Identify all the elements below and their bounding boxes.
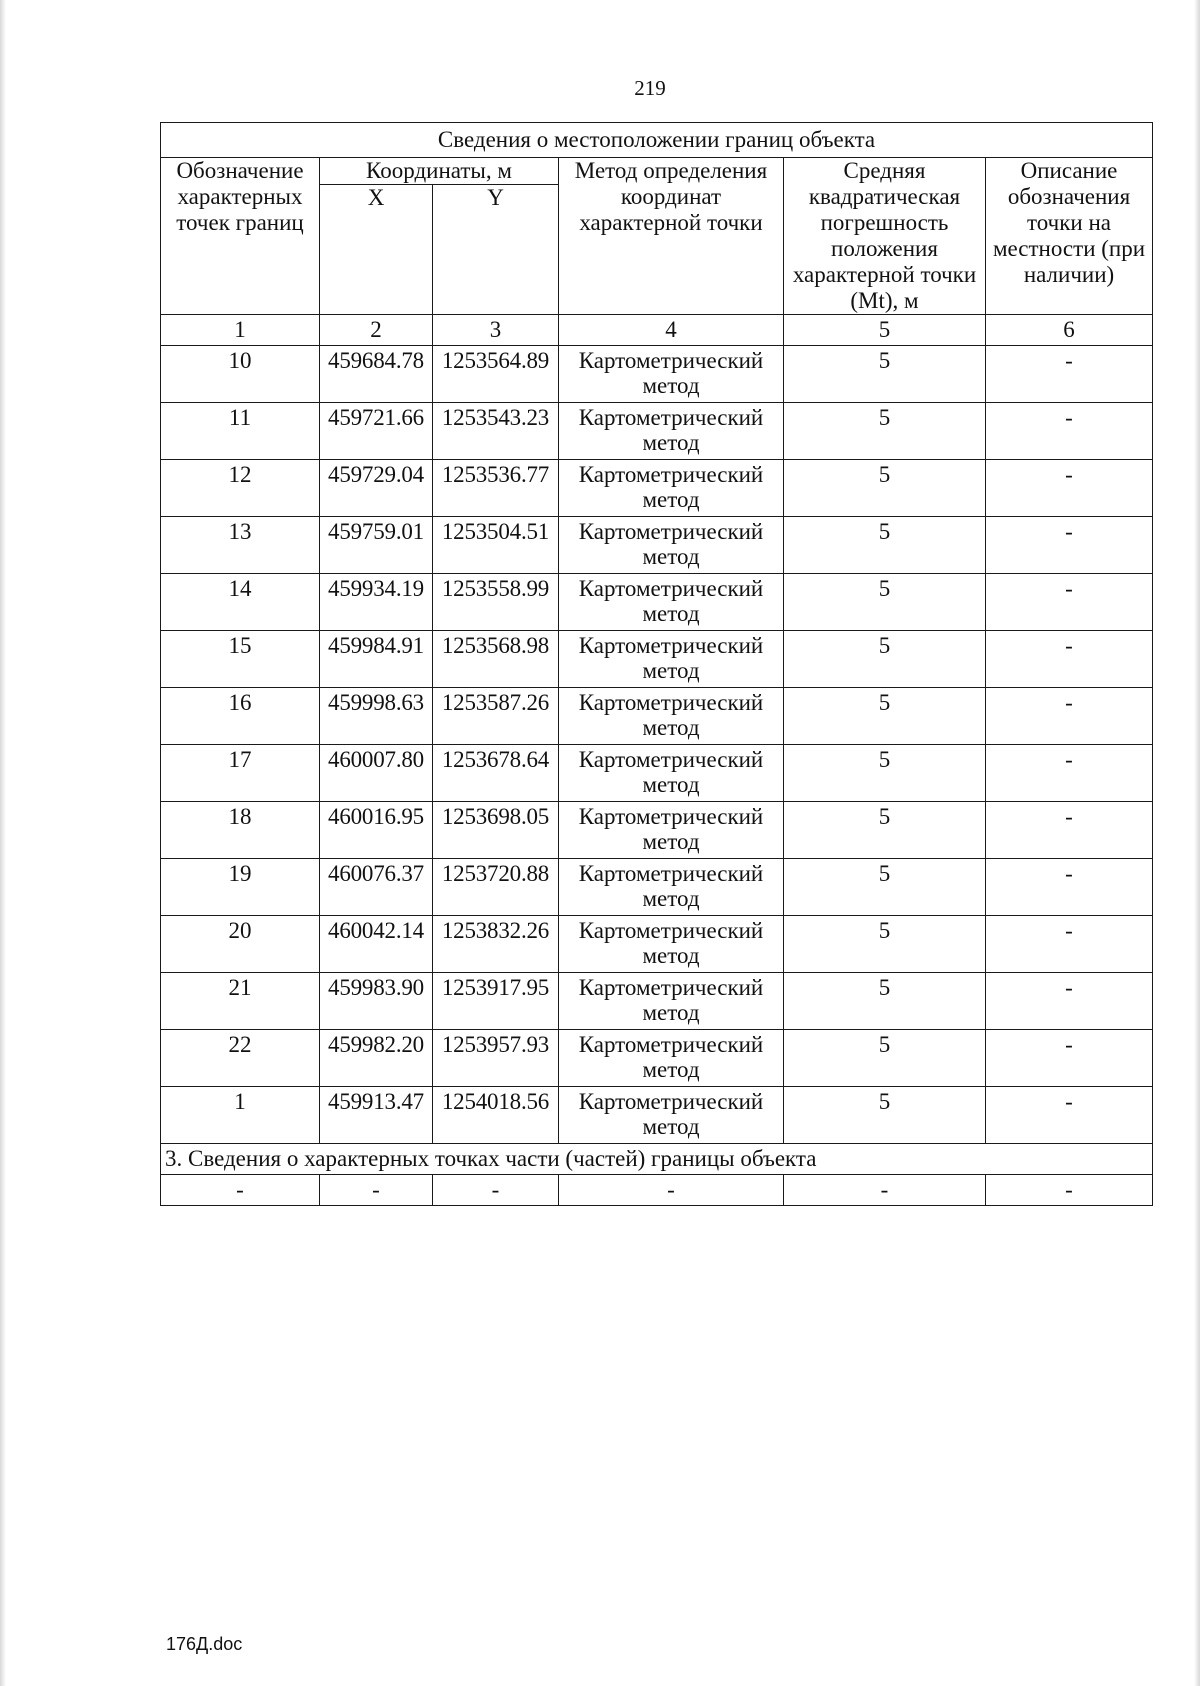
method-cell: Картометрический метод [559, 460, 784, 517]
error-cell: 5 [784, 460, 986, 517]
y-coordinate-cell: 1253720.88 [433, 859, 559, 916]
column-number-row [161, 315, 1153, 346]
column-number: 6 [986, 315, 1153, 346]
column-number: 2 [320, 315, 433, 346]
y-coordinate-cell: 1253504.51 [433, 517, 559, 574]
table-row [161, 346, 1153, 403]
header-row-1 [161, 158, 1153, 185]
method-cell: Картометрический метод [559, 1087, 784, 1144]
error-cell: 5 [784, 916, 986, 973]
x-coordinate-cell: 459983.90 [320, 973, 433, 1030]
y-coordinate-cell: 1253698.05 [433, 802, 559, 859]
error-cell: 5 [784, 517, 986, 574]
y-coordinate-cell: 1253832.26 [433, 916, 559, 973]
y-coordinate-cell: 1253564.89 [433, 346, 559, 403]
table-row [161, 574, 1153, 631]
point-cell: 17 [161, 745, 320, 802]
error-cell: 5 [784, 574, 986, 631]
table-row [161, 1087, 1153, 1144]
y-coordinate-cell: 1253587.26 [433, 688, 559, 745]
point-cell: 11 [161, 403, 320, 460]
table-row [161, 973, 1153, 1030]
table-row [161, 517, 1153, 574]
error-cell: 5 [784, 973, 986, 1030]
description-cell: - [986, 1087, 1153, 1144]
header-x: X [320, 185, 433, 315]
description-cell: - [986, 517, 1153, 574]
error-cell: 5 [784, 346, 986, 403]
point-cell: 16 [161, 688, 320, 745]
empty-cell: - [559, 1175, 784, 1206]
point-cell: 20 [161, 916, 320, 973]
method-cell: Картометрический метод [559, 916, 784, 973]
description-cell: - [986, 688, 1153, 745]
point-cell: 15 [161, 631, 320, 688]
y-coordinate-cell: 1253678.64 [433, 745, 559, 802]
description-cell: - [986, 802, 1153, 859]
description-cell: - [986, 460, 1153, 517]
error-cell: 5 [784, 802, 986, 859]
y-coordinate-cell: 1253543.23 [433, 403, 559, 460]
method-cell: Картометрический метод [559, 688, 784, 745]
error-cell: 5 [784, 745, 986, 802]
point-cell: 22 [161, 1030, 320, 1087]
point-cell: 12 [161, 460, 320, 517]
header-y: Y [433, 185, 559, 315]
x-coordinate-cell: 460016.95 [320, 802, 433, 859]
error-cell: 5 [784, 403, 986, 460]
table-row [161, 745, 1153, 802]
x-coordinate-cell: 459684.78 [320, 346, 433, 403]
point-cell: 14 [161, 574, 320, 631]
x-coordinate-cell: 460076.37 [320, 859, 433, 916]
point-cell: 10 [161, 346, 320, 403]
method-cell: Картометрический метод [559, 973, 784, 1030]
x-coordinate-cell: 459913.47 [320, 1087, 433, 1144]
error-cell: 5 [784, 1030, 986, 1087]
point-cell: 18 [161, 802, 320, 859]
header-coordinates: Координаты, м [320, 158, 559, 185]
header-description: Описание обозначения точки на местности (при наличии) [986, 158, 1153, 315]
scan-edge-right [1194, 0, 1200, 1686]
method-cell: Картометрический метод [559, 631, 784, 688]
y-coordinate-cell: 1254018.56 [433, 1087, 559, 1144]
table-title-row [161, 123, 1153, 158]
table-row [161, 460, 1153, 517]
error-cell: 5 [784, 859, 986, 916]
empty-cell: - [161, 1175, 320, 1206]
table-title: Сведения о местоположении границ объекта [161, 123, 1153, 158]
column-number: 4 [559, 315, 784, 346]
y-coordinate-cell: 1253917.95 [433, 973, 559, 1030]
x-coordinate-cell: 459934.19 [320, 574, 433, 631]
header-method: Метод определения координат характерной точки [559, 158, 784, 315]
method-cell: Картометрический метод [559, 1030, 784, 1087]
table-row [161, 802, 1153, 859]
section-3-title: 3. Сведения о характерных точках части (частей) границы объекта [161, 1144, 1153, 1175]
x-coordinate-cell: 460007.80 [320, 745, 433, 802]
error-cell: 5 [784, 1087, 986, 1144]
scan-edge-left [0, 0, 6, 1686]
table-row [161, 1030, 1153, 1087]
empty-cell: - [320, 1175, 433, 1206]
empty-cell: - [986, 1175, 1153, 1206]
method-cell: Картометрический метод [559, 403, 784, 460]
y-coordinate-cell: 1253536.77 [433, 460, 559, 517]
section-3-row [161, 1144, 1153, 1175]
column-number: 3 [433, 315, 559, 346]
y-coordinate-cell: 1253558.99 [433, 574, 559, 631]
description-cell: - [986, 346, 1153, 403]
description-cell: - [986, 631, 1153, 688]
description-cell: - [986, 745, 1153, 802]
table-row [161, 688, 1153, 745]
empty-cell: - [784, 1175, 986, 1206]
x-coordinate-cell: 459729.04 [320, 460, 433, 517]
description-cell: - [986, 973, 1153, 1030]
empty-cell: - [433, 1175, 559, 1206]
x-coordinate-cell: 459998.63 [320, 688, 433, 745]
description-cell: - [986, 1030, 1153, 1087]
point-cell: 21 [161, 973, 320, 1030]
y-coordinate-cell: 1253957.93 [433, 1030, 559, 1087]
method-cell: Картометрический метод [559, 745, 784, 802]
table-row [161, 916, 1153, 973]
method-cell: Картометрический метод [559, 859, 784, 916]
description-cell: - [986, 574, 1153, 631]
table-row [161, 631, 1153, 688]
x-coordinate-cell: 459984.91 [320, 631, 433, 688]
point-cell: 13 [161, 517, 320, 574]
table-row [161, 859, 1153, 916]
page-number: 219 [634, 76, 666, 100]
method-cell: Картометрический метод [559, 574, 784, 631]
y-coordinate-cell: 1253568.98 [433, 631, 559, 688]
boundary-coordinates-table [160, 122, 1153, 1206]
method-cell: Картометрический метод [559, 346, 784, 403]
description-cell: - [986, 403, 1153, 460]
description-cell: - [986, 859, 1153, 916]
point-cell: 19 [161, 859, 320, 916]
point-cell: 1 [161, 1087, 320, 1144]
table-row [161, 403, 1153, 460]
x-coordinate-cell: 459759.01 [320, 517, 433, 574]
x-coordinate-cell: 460042.14 [320, 916, 433, 973]
error-cell: 5 [784, 688, 986, 745]
header-point: Обозначение характерных точек границ [161, 158, 320, 315]
column-number: 5 [784, 315, 986, 346]
error-cell: 5 [784, 631, 986, 688]
section-3-empty-row [161, 1175, 1153, 1206]
footer-filename: 176Д.doc [166, 1634, 243, 1654]
description-cell: - [986, 916, 1153, 973]
x-coordinate-cell: 459982.20 [320, 1030, 433, 1087]
header-error: Средняя квадратическая погрешность положения характерной точки (Mt), м [784, 158, 986, 315]
column-number: 1 [161, 315, 320, 346]
method-cell: Картометрический метод [559, 517, 784, 574]
x-coordinate-cell: 459721.66 [320, 403, 433, 460]
method-cell: Картометрический метод [559, 802, 784, 859]
